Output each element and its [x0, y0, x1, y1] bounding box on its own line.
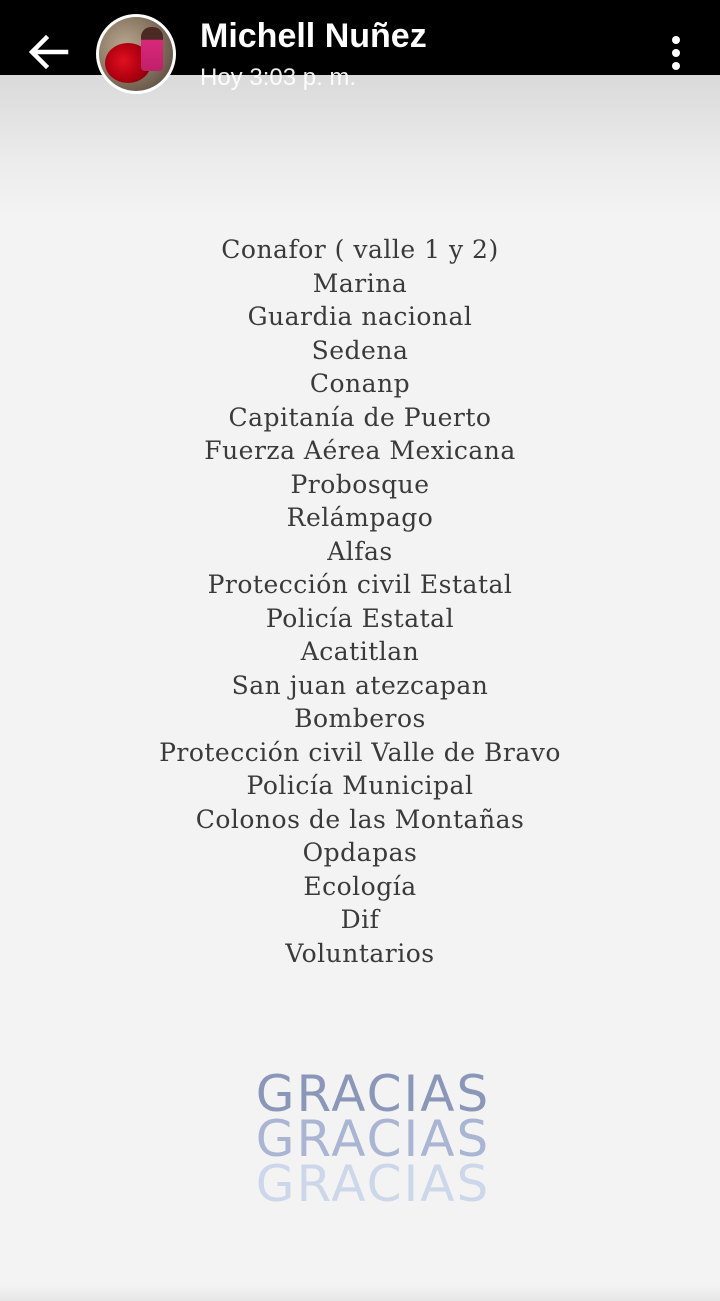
- list-item: Sedena: [311, 335, 409, 365]
- list-item: Alfas: [327, 536, 393, 566]
- list-item: Protección civil Estatal: [207, 570, 513, 599]
- list-item: Fuerza Aérea Mexicana: [204, 436, 516, 465]
- gracias-block: [0, 1065, 720, 1213]
- gracias-text: GRACIAS: [255, 1110, 491, 1168]
- bottom-shade: [0, 1286, 720, 1301]
- status-timestamp: Hoy 3:03 p. m.: [200, 64, 357, 91]
- list-item: Voluntarios: [285, 938, 435, 968]
- list-item: Policía Estatal: [265, 603, 455, 633]
- menu-dot: [672, 36, 680, 44]
- contact-name[interactable]: Michell Nuñez: [200, 17, 427, 55]
- more-vertical-icon[interactable]: [660, 30, 694, 76]
- gracias-text: GRACIAS: [255, 1065, 491, 1123]
- gracias-text: GRACIAS: [255, 1155, 491, 1213]
- avatar-person: [141, 27, 163, 71]
- entity-list: [0, 233, 720, 970]
- arrow-back-icon: [22, 28, 72, 78]
- menu-dot: [672, 62, 680, 70]
- list-item: Marina: [312, 268, 408, 298]
- list-item: Probosque: [290, 469, 430, 499]
- list-item: Bomberos: [294, 704, 426, 733]
- list-item: Capitanía de Puerto: [228, 402, 492, 432]
- list-item: Acatitlan: [300, 637, 420, 666]
- list-item: Protección civil Valle de Bravo: [159, 737, 561, 767]
- menu-dot: [672, 49, 680, 57]
- list-item: Dif: [340, 905, 380, 934]
- back-button[interactable]: [22, 28, 72, 78]
- list-item: Ecología: [303, 871, 417, 901]
- list-item: Colonos de las Montañas: [195, 804, 525, 834]
- list-item: Guardia nacional: [247, 302, 473, 331]
- list-item: Relámpago: [286, 503, 434, 532]
- list-item: Policía Municipal: [246, 771, 474, 800]
- list-item: Conanp: [309, 369, 411, 398]
- avatar-photo: [99, 17, 173, 91]
- avatar[interactable]: [96, 14, 176, 94]
- list-item: San juan atezcapan: [231, 670, 489, 700]
- list-item: Opdapas: [302, 838, 418, 867]
- list-item: Conafor ( valle 1 y 2): [221, 235, 499, 264]
